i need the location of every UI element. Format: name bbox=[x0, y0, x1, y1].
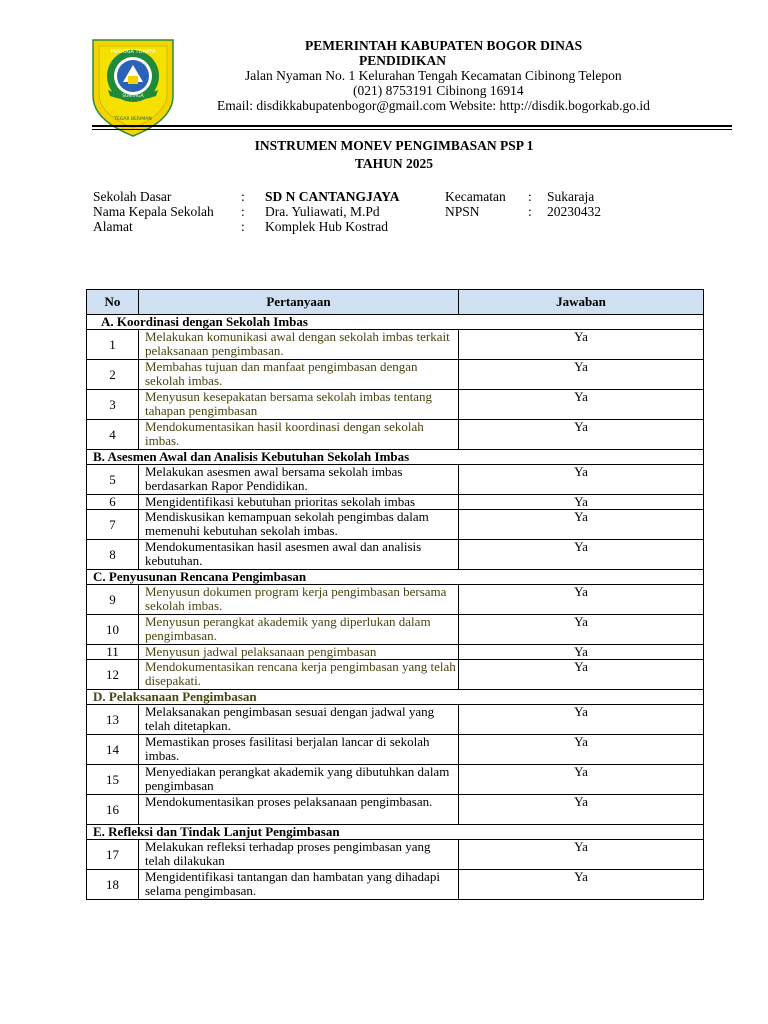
header-pertanyaan: Pertanyaan bbox=[139, 290, 459, 315]
section-title: C. Penyusunan Rencana Pengimbasan bbox=[87, 570, 704, 585]
alamat-label: Alamat bbox=[93, 219, 133, 234]
kepala-value: Dra. Yuliawati, M.Pd bbox=[265, 204, 380, 219]
row-answer: Ya bbox=[459, 660, 704, 690]
row-question: Melaksanakan pengimbasan sesuai dengan jadwal yang telah ditetapkan. bbox=[139, 705, 459, 735]
section-title: E. Refleksi dan Tindak Lanjut Pengimbasan bbox=[87, 825, 704, 840]
alamat-value: Komplek Hub Kostrad bbox=[265, 219, 388, 234]
npsn-label: NPSN bbox=[445, 204, 480, 219]
table-row bbox=[87, 705, 704, 735]
row-answer: Ya bbox=[459, 390, 704, 420]
kop-address: Jalan Nyaman No. 1 Kelurahan Tengah Kecamatan Cibinong Telepon bbox=[245, 68, 622, 83]
header-no: No bbox=[87, 290, 139, 315]
table-row bbox=[87, 795, 704, 825]
row-answer: Ya bbox=[459, 585, 704, 615]
row-answer: Ya bbox=[459, 615, 704, 645]
row-no: 10 bbox=[87, 615, 139, 645]
table-row bbox=[87, 330, 704, 360]
logo-text-top: PRAYOGA TOHAYA bbox=[110, 49, 156, 55]
section-row-b bbox=[87, 450, 704, 465]
row-no: 8 bbox=[87, 540, 139, 570]
row-question: Mengidentifikasi tantangan dan hambatan yang dihadapi selama pengimbasan. bbox=[139, 870, 459, 900]
table-row bbox=[87, 390, 704, 420]
row-answer: Ya bbox=[459, 510, 704, 540]
row-answer: Ya bbox=[459, 735, 704, 765]
kop-institution-line1: PEMERINTAH KABUPATEN BOGOR DINAS bbox=[305, 38, 583, 53]
kabupaten-bogor-crest-icon bbox=[90, 38, 176, 138]
table-row bbox=[87, 735, 704, 765]
section-title: A. Koordinasi dengan Sekolah Imbas bbox=[87, 315, 704, 330]
row-question: Mendokumentasikan rencana kerja pengimbasan yang telah disepakati. bbox=[139, 660, 459, 690]
row-question: Mendokumentasikan hasil asesmen awal dan analisis kebutuhan. bbox=[139, 540, 459, 570]
row-question: Memastikan proses fasilitasi berjalan lancar di sekolah imbas. bbox=[139, 735, 459, 765]
table-row bbox=[87, 870, 704, 900]
row-question: Menyusun perangkat akademik yang diperlukan dalam pengimbasan. bbox=[139, 615, 459, 645]
row-no: 6 bbox=[87, 495, 139, 510]
document-year: TAHUN 2025 bbox=[354, 156, 434, 171]
table-row bbox=[87, 420, 704, 450]
row-no: 9 bbox=[87, 585, 139, 615]
row-question: Mendokumentasikan hasil koordinasi dengan sekolah imbas. bbox=[139, 420, 459, 450]
row-no: 14 bbox=[87, 735, 139, 765]
row-question: Membahas tujuan dan manfaat pengimbasan dengan sekolah imbas. bbox=[139, 360, 459, 390]
table-row bbox=[87, 660, 704, 690]
kecamatan-value: Sukaraja bbox=[547, 189, 595, 204]
table-header-row bbox=[87, 290, 704, 315]
table-row bbox=[87, 465, 704, 495]
row-no: 18 bbox=[87, 870, 139, 900]
table-row bbox=[87, 495, 704, 510]
section-row-d bbox=[87, 690, 704, 705]
table-row bbox=[87, 510, 704, 540]
row-no: 5 bbox=[87, 465, 139, 495]
kepala-sep: : bbox=[241, 204, 245, 219]
section-row-c bbox=[87, 570, 704, 585]
row-question: Mendokumentasikan proses pelaksanaan pengimbasan. bbox=[139, 795, 459, 825]
row-answer: Ya bbox=[459, 330, 704, 360]
row-question: Menyusun dokumen program kerja pengimbasan bersama sekolah imbas. bbox=[139, 585, 459, 615]
monev-table bbox=[86, 289, 704, 900]
row-answer: Ya bbox=[459, 465, 704, 495]
table-row bbox=[87, 585, 704, 615]
row-no: 12 bbox=[87, 660, 139, 690]
header-jawaban: Jawaban bbox=[459, 290, 704, 315]
kop-divider-thin bbox=[92, 129, 732, 130]
row-question: Melakukan refleksi terhadap proses pengimbasan yang telah dilakukan bbox=[139, 840, 459, 870]
row-no: 17 bbox=[87, 840, 139, 870]
row-no: 3 bbox=[87, 390, 139, 420]
row-no: 11 bbox=[87, 645, 139, 660]
kop-divider-thick bbox=[92, 125, 732, 127]
npsn-sep: : bbox=[528, 204, 532, 219]
table-row bbox=[87, 360, 704, 390]
section-row-e bbox=[87, 825, 704, 840]
section-title: D. Pelaksanaan Pengimbasan bbox=[87, 690, 704, 705]
row-answer: Ya bbox=[459, 765, 704, 795]
row-answer: Ya bbox=[459, 840, 704, 870]
section-row-a bbox=[87, 315, 704, 330]
kop-contact: Email: disdikkabupatenbogor@gmail.com Website: http://disdik.bogorkab.go.id bbox=[217, 98, 650, 113]
row-question: Menyediakan perangkat akademik yang dibutuhkan dalam pengimbasan bbox=[139, 765, 459, 795]
sekolah-value: SD N CANTANGJAYA bbox=[265, 189, 400, 204]
row-no: 2 bbox=[87, 360, 139, 390]
row-answer: Ya bbox=[459, 540, 704, 570]
row-no: 1 bbox=[87, 330, 139, 360]
row-answer: Ya bbox=[459, 420, 704, 450]
alamat-sep: : bbox=[241, 219, 245, 234]
logo-motto: TEGAR BERIMAN bbox=[114, 117, 152, 122]
row-answer: Ya bbox=[459, 645, 704, 660]
document-title: INSTRUMEN MONEV PENGIMBASAN PSP 1 bbox=[254, 138, 534, 153]
row-question: Mendiskusikan kemampuan sekolah pengimbas dalam memenuhi kebutuhan sekolah imbas. bbox=[139, 510, 459, 540]
row-no: 16 bbox=[87, 795, 139, 825]
row-question: Menyusun jadwal pelaksanaan pengimbasan bbox=[139, 645, 459, 660]
row-question: Melakukan komunikasi awal dengan sekolah imbas terkait pelaksanaan pengimbasan. bbox=[139, 330, 459, 360]
row-question: Melakukan asesmen awal bersama sekolah imbas berdasarkan Rapor Pendidikan. bbox=[139, 465, 459, 495]
row-answer: Ya bbox=[459, 795, 704, 825]
sekolah-sep: : bbox=[241, 189, 245, 204]
table-row bbox=[87, 615, 704, 645]
kecamatan-sep: : bbox=[528, 189, 532, 204]
table-row bbox=[87, 645, 704, 660]
row-no: 15 bbox=[87, 765, 139, 795]
row-question: Menyusun kesepakatan bersama sekolah imbas tentang tahapan pengimbasan bbox=[139, 390, 459, 420]
table-row bbox=[87, 765, 704, 795]
sekolah-label: Sekolah Dasar bbox=[93, 189, 172, 204]
row-question: Mengidentifikasi kebutuhan prioritas sekolah imbas bbox=[139, 495, 459, 510]
kop-phone: (021) 8753191 Cibinong 16914 bbox=[353, 83, 524, 98]
logo-ribbon-text: SUNYAGA bbox=[122, 94, 144, 99]
section-title: B. Asesmen Awal dan Analisis Kebutuhan Sekolah Imbas bbox=[87, 450, 704, 465]
kop-institution-line2: PENDIDIKAN bbox=[359, 53, 447, 68]
row-answer: Ya bbox=[459, 705, 704, 735]
row-answer: Ya bbox=[459, 495, 704, 510]
row-answer: Ya bbox=[459, 360, 704, 390]
kecamatan-label: Kecamatan bbox=[445, 189, 506, 204]
npsn-value: 20230432 bbox=[547, 204, 601, 219]
kepala-label: Nama Kepala Sekolah bbox=[93, 204, 214, 219]
row-no: 4 bbox=[87, 420, 139, 450]
row-no: 13 bbox=[87, 705, 139, 735]
row-answer: Ya bbox=[459, 870, 704, 900]
row-no: 7 bbox=[87, 510, 139, 540]
table-row bbox=[87, 540, 704, 570]
table-row bbox=[87, 840, 704, 870]
